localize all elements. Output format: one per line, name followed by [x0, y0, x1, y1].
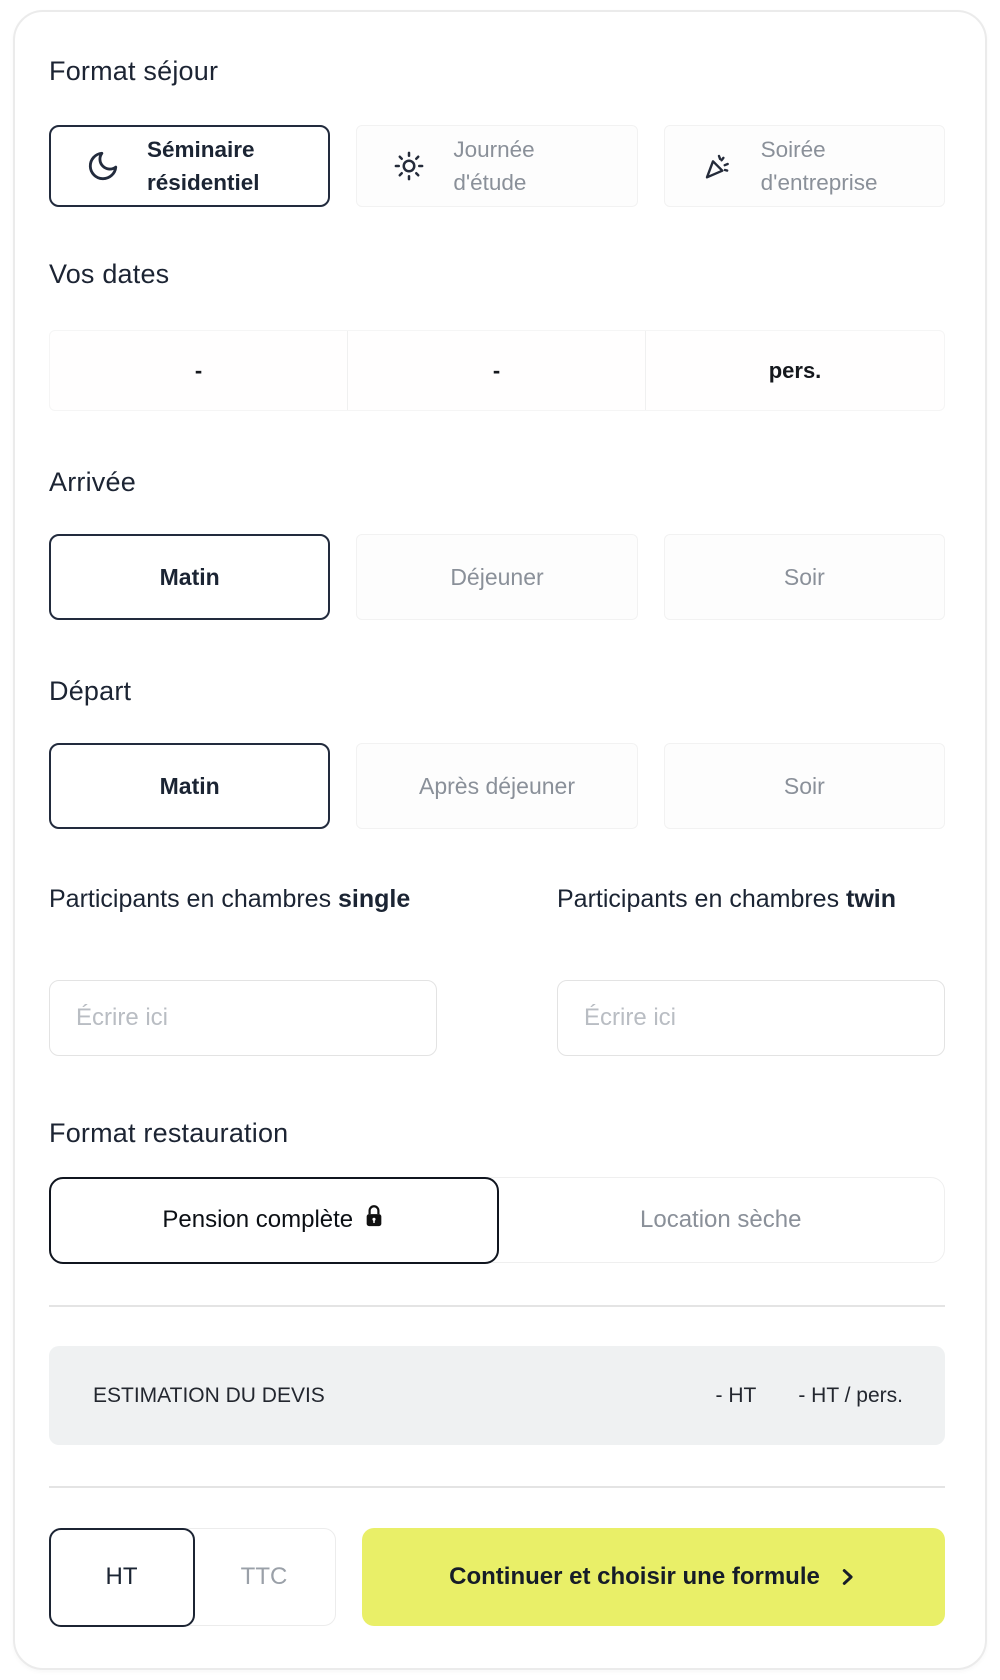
- depart-matin-button[interactable]: Matin: [49, 743, 330, 829]
- divider: [49, 1486, 945, 1488]
- date-end-field[interactable]: -: [348, 331, 646, 410]
- pension-complete-button[interactable]: Pension complète: [49, 1177, 500, 1264]
- participants-single-label: Participants en chambres single: [49, 885, 411, 913]
- arrivee-options: [49, 534, 945, 620]
- participants-twin-column: [557, 885, 945, 1056]
- booking-form-card: [13, 10, 987, 1670]
- restauration-segmented-control: [49, 1177, 945, 1263]
- arrivee-matin-button[interactable]: Matin: [49, 534, 330, 620]
- option-label: Journée d'étude: [453, 137, 535, 195]
- estimation-per-person: - HT / pers.: [798, 1383, 903, 1407]
- estimation-label: ESTIMATION DU DEVIS: [93, 1383, 325, 1407]
- dates-bar: [49, 330, 945, 411]
- arrivee-label: Arrivée: [49, 467, 136, 497]
- participants-twin-label: Participants en chambres twin: [557, 885, 897, 913]
- lock-icon: [363, 1203, 385, 1229]
- participants-section: [49, 885, 945, 1056]
- ttc-toggle-button[interactable]: TTC: [240, 1563, 288, 1590]
- divider: [49, 1305, 945, 1307]
- sun-icon: [391, 151, 427, 181]
- depart-options: [49, 743, 945, 829]
- arrivee-soir-button[interactable]: Soir: [664, 534, 945, 620]
- estimation-total-ht: - HT: [715, 1383, 757, 1407]
- date-start-field[interactable]: -: [50, 331, 348, 410]
- estimation-panel: [49, 1346, 945, 1445]
- option-seminaire-residentiel[interactable]: [49, 125, 330, 207]
- moon-icon: [85, 149, 121, 183]
- participants-single-input[interactable]: [49, 980, 437, 1056]
- participants-twin-input[interactable]: [557, 980, 945, 1056]
- depart-apres-dejeuner-button[interactable]: Après déjeuner: [356, 743, 637, 829]
- party-popper-icon: [699, 150, 735, 182]
- vos-dates-label: Vos dates: [49, 259, 170, 289]
- location-seche-button[interactable]: Location sèche: [640, 1206, 802, 1233]
- format-restauration-label: Format restauration: [49, 1118, 289, 1148]
- ht-toggle-button[interactable]: HT: [49, 1528, 195, 1627]
- depart-label: Départ: [49, 676, 132, 706]
- format-sejour-options: [49, 125, 945, 207]
- chevron-right-icon: [836, 1565, 858, 1589]
- depart-soir-button[interactable]: Soir: [664, 743, 945, 829]
- tax-toggle: [49, 1528, 336, 1626]
- option-label: Séminaire résidentiel: [147, 137, 260, 195]
- format-sejour-label: Format séjour: [49, 56, 219, 86]
- continue-button-label: Continuer et choisir une formule: [449, 1563, 820, 1590]
- continue-button[interactable]: [362, 1528, 945, 1626]
- option-label: Soirée d'entreprise: [760, 137, 878, 195]
- arrivee-dejeuner-button[interactable]: Déjeuner: [356, 534, 637, 620]
- option-journee-etude[interactable]: [356, 125, 637, 207]
- option-soiree-entreprise[interactable]: [664, 125, 945, 207]
- footer-bar: [49, 1528, 945, 1626]
- persons-field[interactable]: pers.: [768, 357, 822, 383]
- participants-single-column: [49, 885, 437, 1056]
